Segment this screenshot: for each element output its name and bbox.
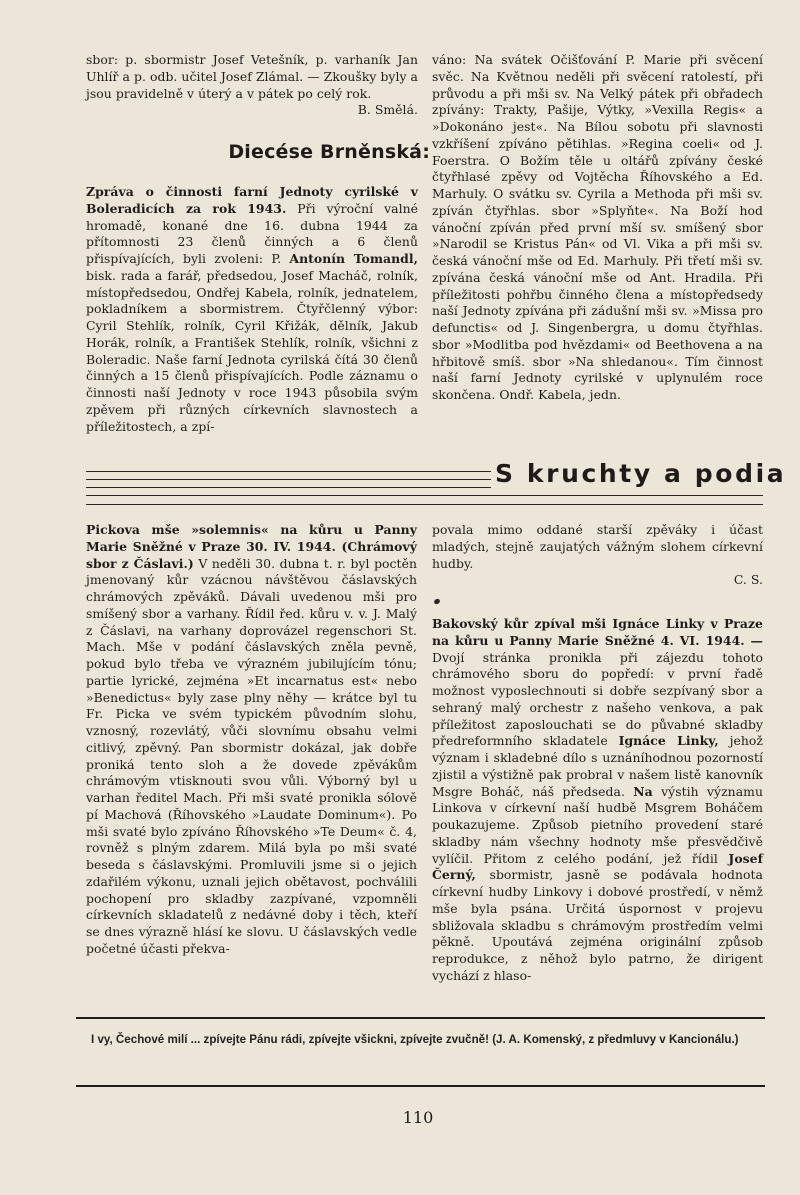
picka-article — [86, 522, 417, 958]
signature-kabela: Ondř. Kabela, jedn. — [499, 387, 621, 402]
column-top-right — [432, 52, 763, 404]
rule-line — [86, 504, 763, 505]
signature-c-s: C. S. — [733, 572, 763, 588]
rule-line — [86, 471, 491, 472]
report-continuation-text: váno: Na svátek Očišťování P. Marie při svěcení svěc. Na Květnou neděli při svěcení ratolestí, při průvodu a při mši sv. Na Velký pátek při obřadech zpívány: Trakty, Pašije, Výtky, »Vexilla Regis« a »Dokonáno jest«. Na Bílou sobotu při slavnosti vzkříšení zpíváno pětihlas. »Regina coeli« od J. Foerstra. O Božím těle u oltářů zpívány české čtyřhlasé zpěvy od Vojtěcha Říhovského a Ed. Marhuly. O svátku sv. Cyrila a Methoda při mši sv. zpíván čtyřhlas. sbor »Splyňte«. Na Boží hod vánoční zpíván před první mší sv. smíšený sbor »Narodil se Kristus Pán« od Vl. Vika a při mši sv. česká vánoční mše od Ed. Marhuly. Při třetí mši sv. zpívána česká vánoční mše od Ant. Hradila. Při příležitosti pohřbu činného člena a místopředsedy naší Jednoty zpívána při zádušní mši sv. »Missa pro defunctis« od J. Singenbergra, u domu čtyřhlas. sbor »Modlitba pod hvězdami« od Beethovena a na hřbitově smíš. sbor »Na shledanou«. Tím činnost naší farní Jednoty cyrilské v uplynulém roce skončena. — [432, 52, 763, 402]
quote-top-rule — [76, 1017, 765, 1019]
column-bottom-left — [86, 522, 417, 958]
picka-continuation-text: povala mimo oddané starší zpěváky i účast mladých, stejně zaujatých vážným slohem církevní hudby. — [432, 522, 763, 571]
report-title: Zpráva o činnosti farní Jednoty cyrilské v Boleradicích za rok 1943. — [86, 184, 418, 216]
linka-text-1: Dvojí stránka pronikla při zájezdu tohoto chrámového sboru do popředí: v první řadě možnost vyposlechnouti si dobře sezpívaný sbor a sehraný malý orchestr z našeho venkova, a pak příležitost zaposlouchati se do půvabné skladby předreformního skladatele — [432, 649, 763, 749]
linka-article — [432, 616, 763, 985]
picka-article-title: Pickova mše »solemnis« na kůru u Panny Marie Sněžné v Praze 30. IV. 1944. (Chrámový sbor z Čáslavi.) — [86, 522, 417, 571]
footer-quote: I vy, Čechové milí ... zpívejte Pánu rádi, zpívejte všickni, zpívejte zvučně! (J. A. Komenský, z předmluvy v Kancionálu.) — [91, 1033, 739, 1046]
report-continuation-paragraph — [432, 52, 763, 404]
column-bottom-right — [432, 522, 763, 985]
report-text-1: Při výroční valné hromadě, konané dne 16. dubna 1944 za přítomnosti 23 členů činných a 6 členů přispívajících, byli zvoleni: P. — [86, 200, 418, 266]
linka-text-3: výstih významu Linkova v církevní naší hudbě Msgrem Boháčem poukazujeme. Způsob pietního provedení staré skladby nám všechny hodnoty mše přesvědčivě vylíčil. Přitom z celého podání, jež řídil — [432, 783, 763, 866]
separator-dot-icon — [433, 598, 441, 605]
linka-name-2: Josef Černý, — [432, 850, 763, 883]
choir-intro-paragraph — [86, 52, 418, 119]
picka-article-text: V neděli 30. dubna t. r. byl poctěn jmenovaný kůr vzácnou návštěvou čáslavských chrámových zpěváků. Dávali uvedenou mši pro smíšený sbor a varhany. Řídil řed. kůru v. v. J. Malý z Čáslavi, na varhany doprovázel regenschori St. Mach. Mše v podání čáslavských zněla pevně, pokud bylo třeba ve výrazném jubilujícím tónu; partie lyrické, zejména »Et incarnatus est« nebo »Benedictus« byly zase plny něhy — krátce byl tu Fr. Picka ve svém typickém původním slohu, vznosný, rozevlátý, vůči slovnímu obsahu velmi citlivý, zpěvný. Pan sbormistr dokázal, jak dobře proniká tento sloh a že dovede zpěvákům chrámovým vtisknouti svou vůli. Výborný byl u varhan ředitel Mach. Při mši svaté pronikla sólově pí Machová (Říhovského »Laudate Dominum«). Po mši svaté bylo zpíváno Říhovského »Te Deum« č. 4, rovněž s plným zdarem. Milá byla po mši svaté beseda s čáslavskými. Promluvili jsme si o jejich zdařilém výkonu, uznali jejich obětavost, pochválili pochopení pro skladby zazpívané, vzpomněli církevních skladatelů z nedávné doby i těch, kteří se dnes výrazně hlásí ke slovu. U čáslavských vedle početné účasti překva- — [86, 555, 417, 956]
rule-line — [86, 479, 491, 480]
report-text-2: bisk. rada a farář, předsedou, Josef Macháč, rolník, místopředsedou, Ondřej Kabela, rolník, jednatelem, pokladníkem a sbormistrem. Čtyřčlenný výbor: Cyril Stehlík, rolník, Cyril Křižák, dělník, Jakub Horák, rolník, a František Stehlík, rolník, všichni z Boleradic. Naše farní Jednota cyrilská čítá 30 členů činných a 15 členů přispívajících. Podle záznamu o činnosti naší Jednoty v roce 1943 působila svým zpěvem při různých církevních slavnostech a příležitostech, a zpí- — [86, 267, 418, 434]
linka-text-4: sbormistr, jasně se podávala hodnota církevní hudby Linkovy i dobové prostředí, v němž mše byla psána. Určitá úspornost v projevu sbližovala skladbu s chrámovým prostředím velmi pěkně. Upoutává zejména originální způsob reprodukce, z něhož bylo patrno, že dirigent vychází z hlaso- — [432, 867, 763, 983]
column-top-left-report — [86, 184, 418, 435]
linka-bold-2: Na — [633, 783, 653, 799]
report-name: Antonín Tomandl, — [289, 251, 419, 266]
linka-article-title: Bakovský kůr zpíval mši Ignáce Linky v Praze na kůru u Panny Marie Sněžné 4. VI. 1944. — — [432, 616, 763, 648]
column-top-left — [86, 52, 418, 119]
report-paragraph — [86, 184, 418, 435]
quote-bottom-rule — [76, 1085, 765, 1087]
linka-name-1: Ignáce Linky, — [618, 733, 719, 749]
signature-b-smela: B. Smělá. — [357, 102, 418, 118]
picka-article-continuation — [432, 522, 763, 589]
rule-line — [86, 495, 763, 496]
diocese-heading: Diecése Brněnská: — [228, 141, 430, 163]
page-number: 110 — [402, 1108, 434, 1127]
linka-text-2: jehož význam i skladebné dílo s uznáníhodnou pozorností zjistil a výstižně pak probral v našem listě kanovník Msgre Boháč, náš předseda. — [432, 733, 763, 799]
choir-intro-text: sbor: p. sbormistr Josef Vetešník, p. varhaník Jan Uhlíř a p. odb. učitel Josef Zlámal. — Zkoušky byly a jsou pravidelně v úterý a v pátek po celý rok. — [86, 52, 418, 101]
section-title: S kruchty a podia — [491, 459, 786, 488]
